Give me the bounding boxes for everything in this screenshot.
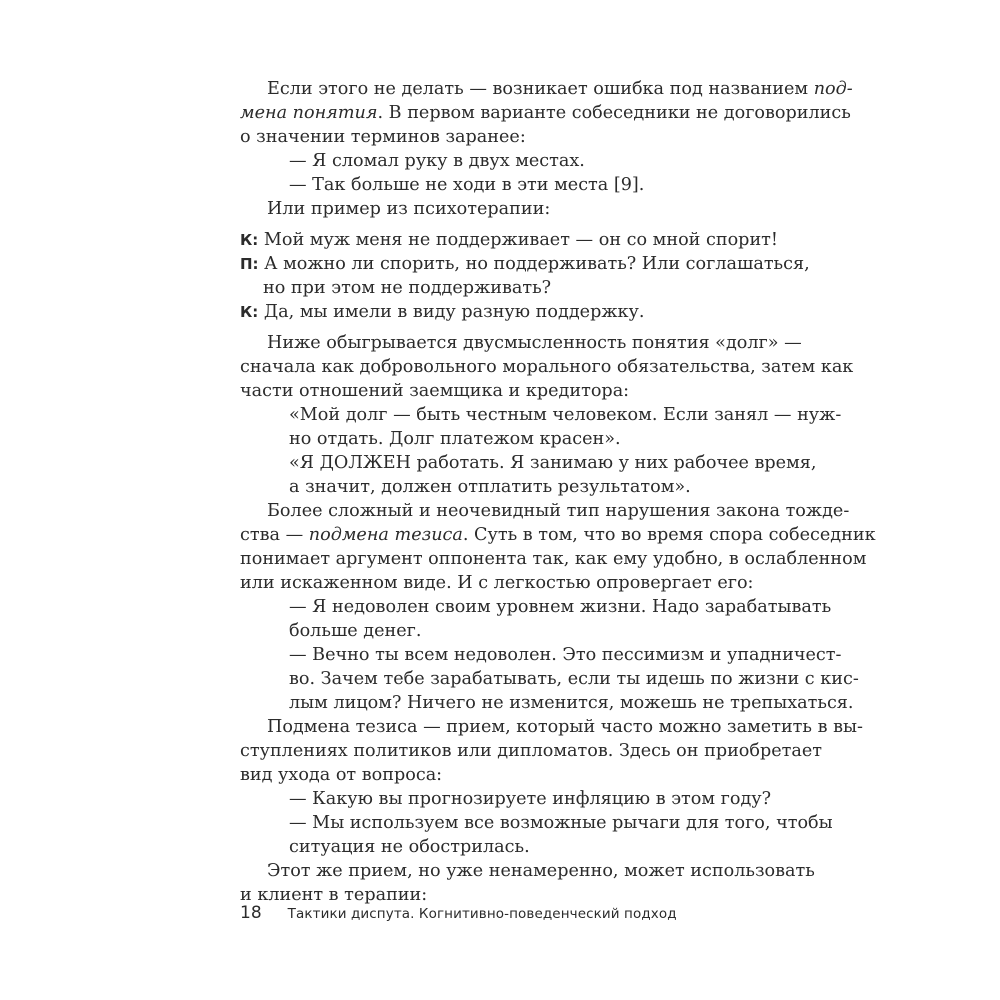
dialogue-line: ситуация не обострилась. [289, 837, 530, 857]
quote-line: а значит, должен отплатить результатом». [289, 477, 691, 497]
dialogue-line: — Так больше не ходи в эти места [9]. [289, 175, 645, 195]
dialogue-line: — Вечно ты всем недоволен. Это пессимизм и упадничест- [289, 645, 842, 665]
speaker-label: П: [240, 255, 259, 273]
text-line: Если этого не делать — возникает ошибка под названием под- [267, 79, 853, 99]
quote-line: но отдать. Долг платежом красен». [289, 429, 621, 449]
dialogue-line: во. Зачем тебе зарабатывать, если ты идешь по жизни с кис- [289, 669, 859, 689]
dialogue-line: больше денег. [289, 621, 422, 641]
text-line: мена понятия. В первом варианте собеседники не договорились [240, 103, 851, 123]
page-footer [240, 903, 677, 923]
text-line: и клиент в терапии: [240, 885, 428, 905]
therapy-line: К: Мой муж меня не поддерживает — он со мной спорит! [240, 230, 778, 250]
text-line: части отношений заемщика и кредитора: [240, 381, 630, 401]
therapy-line: но при этом не поддерживать? [263, 278, 552, 298]
dialogue-line: лым лицом? Ничего не изменится, можешь не трепыхаться. [289, 693, 854, 713]
running-title: Тактики диспута. Когнитивно-поведенческий подход [287, 906, 677, 922]
page-number: 18 [240, 903, 262, 923]
text-line: Или пример из психотерапии: [267, 199, 551, 219]
dialogue-line: — Я недоволен своим уровнем жизни. Надо зарабатывать [289, 597, 832, 617]
therapy-line: П: А можно ли спорить, но поддерживать? Или соглашаться, [240, 254, 810, 274]
text-line: сначала как добровольного морального обязательства, затем как [240, 357, 854, 377]
text-line: Этот же прием, но уже ненамеренно, может использовать [267, 861, 815, 881]
dialogue-line: — Мы используем все возможные рычаги для того, чтобы [289, 813, 833, 833]
speaker-label: К: [240, 231, 259, 249]
text-line: или искаженном виде. И с легкостью опровергает его: [240, 573, 754, 593]
text-line: понимает аргумент оппонента так, как ему удобно, в ослабленном [240, 549, 867, 569]
quote-line: «Мой долг — быть честным человеком. Если занял — нуж- [289, 405, 842, 425]
text-line: о значении терминов заранее: [240, 127, 526, 147]
text-line: ства — подмена тезиса. Суть в том, что во время спора собеседник [240, 525, 876, 545]
text-line: Более сложный и неочевидный тип нарушения закона тожде- [267, 501, 850, 521]
quote-line: «Я ДОЛЖЕН работать. Я занимаю у них рабочее время, [289, 453, 817, 473]
dialogue-line: — Какую вы прогнозируете инфляцию в этом году? [289, 789, 772, 809]
therapy-line: К: Да, мы имели в виду разную поддержку. [240, 302, 645, 322]
speaker-label: К: [240, 303, 259, 321]
text-line: ступлениях политиков или дипломатов. Здесь он приобретает [240, 741, 823, 761]
text-line: вид ухода от вопроса: [240, 765, 443, 785]
dialogue-line: — Я сломал руку в двух местах. [289, 151, 585, 171]
text-line: Подмена тезиса — прием, который часто можно заметить в вы- [267, 717, 863, 737]
text-line: Ниже обыгрывается двусмысленность понятия «долг» — [267, 333, 802, 353]
